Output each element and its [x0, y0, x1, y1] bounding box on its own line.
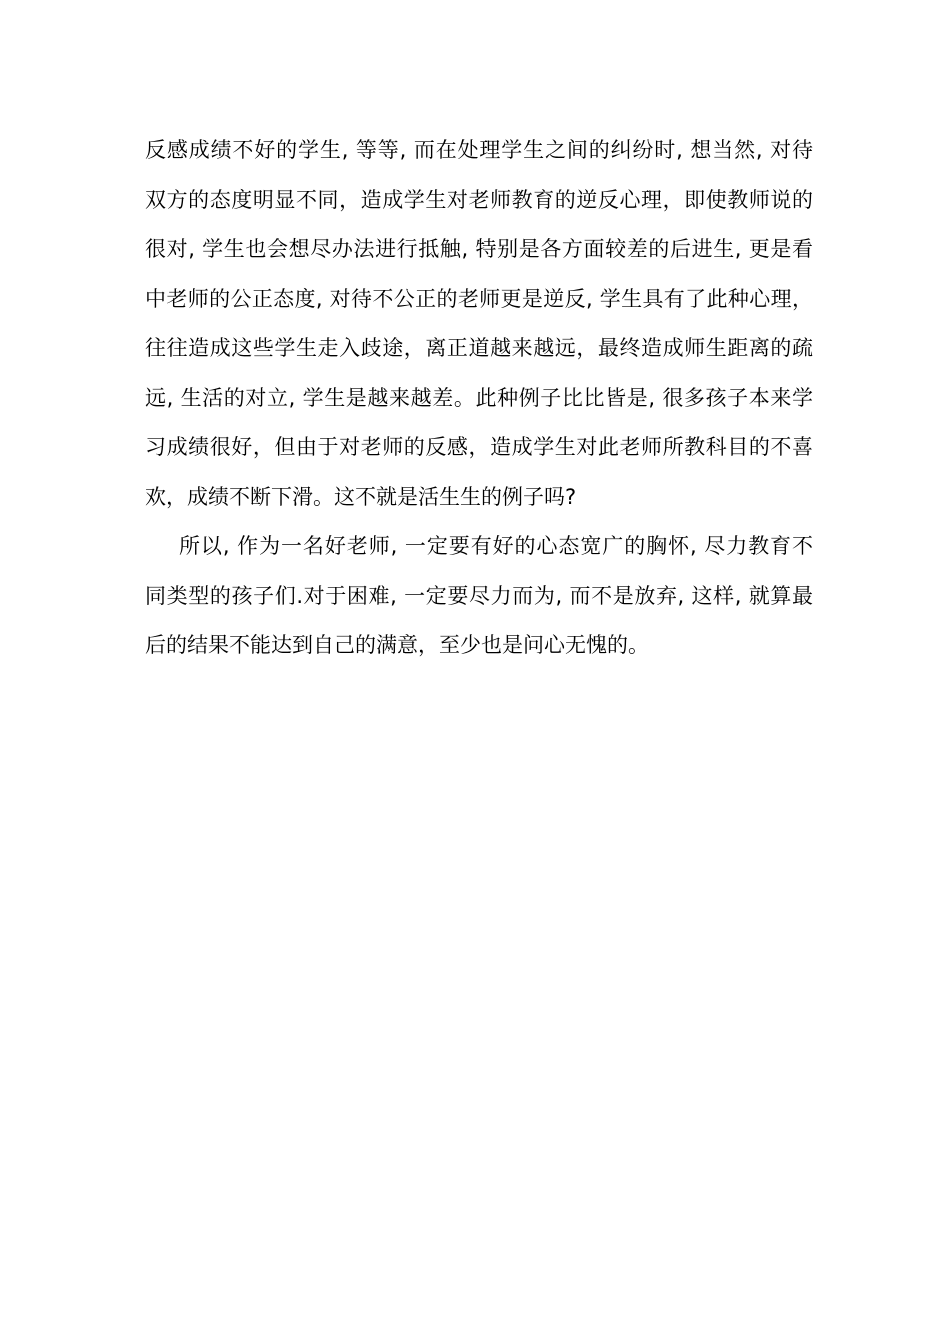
- paragraph-2: [145, 522, 813, 671]
- document-body: [145, 126, 813, 671]
- paragraph-1-line: 很对, 学生也会想尽办法进行抵触, 特别是各方面较差的后进生, 更是看: [145, 237, 813, 261]
- paragraph-2-line: 后的结果不能达到自己的满意，至少也是问心无愧的。: [145, 633, 649, 657]
- paragraph-1-line: 欢，成绩不断下滑。这不就是活生生的例子吗?: [145, 484, 577, 509]
- paragraph-1-line: 中老师的公正态度, 对待不公正的老师更是逆反, 学生具有了此种心理，: [145, 286, 813, 311]
- paragraph-1-line: 习成绩很好，但由于对老师的反感，造成学生对此老师所教科目的不喜: [145, 435, 813, 459]
- paragraph-2-line: 同类型的孩子们.对于困难, 一定要尽力而为, 而不是放弃, 这样, 就算最: [145, 583, 813, 608]
- paragraph-1-line: 双方的态度明显不同，造成学生对老师教育的逆反心理，即使教师说的: [145, 187, 813, 212]
- paragraph-1-line: 远, 生活的对立, 学生是越来越差。此种例子比比皆是, 很多孩子本来学: [145, 385, 813, 410]
- paragraph-1-line: 往往造成这些学生走入歧途，离正道越来越远，最终造成师生距离的疏: [145, 336, 813, 360]
- paragraph-1-line: 反感成绩不好的学生, 等等, 而在处理学生之间的纠纷时, 想当然, 对待: [145, 138, 813, 162]
- paragraph-2-line: 所以, 作为一名好老师, 一定要有好的心态宽广的胸怀, 尽力教育不: [179, 534, 813, 558]
- paragraph-1: [145, 126, 813, 522]
